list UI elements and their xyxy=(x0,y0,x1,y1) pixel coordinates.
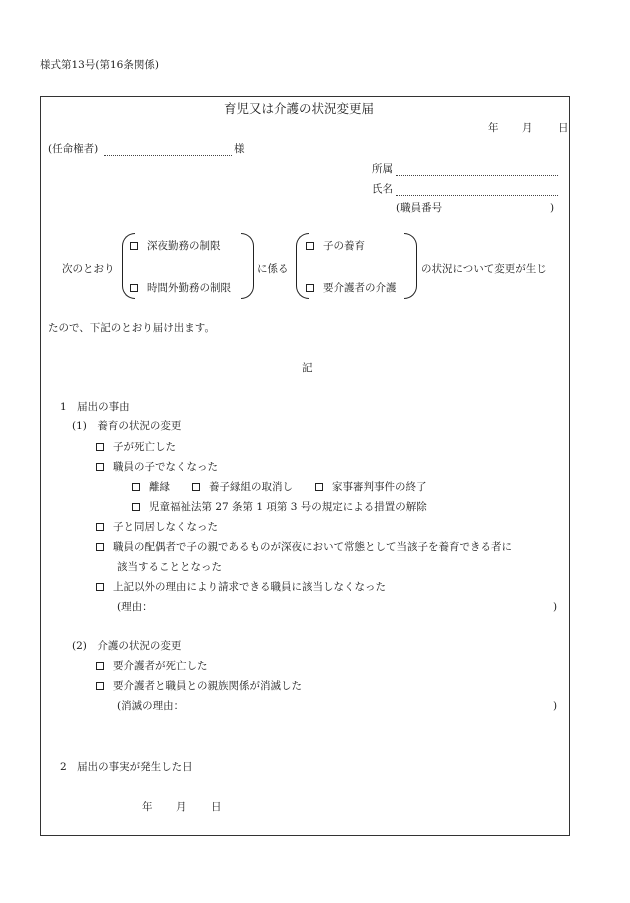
staff-id-field[interactable] xyxy=(452,202,548,214)
item-label: 要介護者が死亡した xyxy=(113,660,208,672)
reason-field[interactable] xyxy=(158,601,546,613)
checkbox-icon[interactable] xyxy=(96,543,104,551)
sub-item-family-court[interactable] xyxy=(315,481,427,493)
staff-id-close: ) xyxy=(550,202,555,214)
extinction-reason-field[interactable] xyxy=(190,700,546,712)
occurrence-year[interactable]: 年 xyxy=(142,801,153,813)
affiliation-field[interactable] xyxy=(396,163,558,176)
item-child-died[interactable] xyxy=(96,441,176,454)
item-label: 家事審判事件の終了 xyxy=(332,481,427,493)
checkbox-icon[interactable] xyxy=(306,284,314,292)
name-label: 氏名 xyxy=(372,183,393,195)
reason-close: ) xyxy=(553,601,558,613)
checkbox-icon[interactable] xyxy=(130,284,138,292)
ki-heading: 記 xyxy=(302,362,313,374)
item-label: 上記以外の理由により請求できる職員に該当しなくなった xyxy=(113,581,386,593)
option-label: 時間外勤務の制限 xyxy=(147,282,231,294)
item-kinship-ended[interactable] xyxy=(96,680,302,693)
option-childcare[interactable] xyxy=(306,240,365,253)
sub-items-row xyxy=(132,481,427,494)
sub-item-welfare[interactable] xyxy=(132,501,427,514)
staff-id-label: (職員番号 xyxy=(396,202,443,214)
section1-sub1-heading: (1) 養育の状況の変更 xyxy=(72,420,182,432)
option-overtime[interactable] xyxy=(130,282,231,295)
sentence-connector: に係る xyxy=(257,263,289,275)
option-nursing-care[interactable] xyxy=(306,282,397,295)
item-label: 職員の配偶者で子の親であるものが深夜において常態として当該子を養育できる者に xyxy=(113,541,512,553)
form-code: 様式第13号(第16条関係) xyxy=(40,59,159,71)
date-year[interactable]: 年 xyxy=(488,122,499,134)
date-month[interactable]: 月 xyxy=(522,122,533,134)
checkbox-icon[interactable] xyxy=(192,483,200,491)
checkbox-icon[interactable] xyxy=(96,463,104,471)
item-other-reason[interactable] xyxy=(96,581,386,594)
checkbox-icon[interactable] xyxy=(96,523,104,531)
checkbox-icon[interactable] xyxy=(306,242,314,250)
left-bracket-close xyxy=(241,233,254,299)
item-spouse[interactable] xyxy=(96,541,512,554)
item-label: 職員の子でなくなった xyxy=(113,461,218,473)
checkbox-icon[interactable] xyxy=(130,242,138,250)
checkbox-icon[interactable] xyxy=(315,483,323,491)
sub-item-adoption-cancel[interactable] xyxy=(192,481,293,493)
appointer-suffix: 様 xyxy=(234,143,245,155)
sub-item-divorce[interactable] xyxy=(132,481,170,493)
date-day[interactable]: 日 xyxy=(558,122,569,134)
checkbox-icon[interactable] xyxy=(96,583,104,591)
item-not-child[interactable] xyxy=(96,461,218,474)
item-label: 子が死亡した xyxy=(113,441,176,453)
item-spouse-cont: 該当することとなった xyxy=(117,561,222,573)
item-label: 養子縁組の取消し xyxy=(209,481,293,493)
item-care-recipient-died[interactable] xyxy=(96,660,208,673)
item-label: 離縁 xyxy=(149,481,170,493)
appointer-field[interactable] xyxy=(104,143,232,156)
checkbox-icon[interactable] xyxy=(96,682,104,690)
checkbox-icon[interactable] xyxy=(132,483,140,491)
reason-label: (理由： xyxy=(117,601,153,613)
sentence-suffix: の状況について変更が生じ xyxy=(421,263,547,275)
item-label: 子と同居しなくなった xyxy=(113,521,218,533)
section1-heading: 1 届出の事由 xyxy=(60,401,130,413)
option-label: 深夜勤務の制限 xyxy=(147,240,221,252)
option-label: 要介護者の介護 xyxy=(323,282,397,294)
affiliation-label: 所属 xyxy=(372,163,393,175)
sentence-prefix: 次のとおり xyxy=(62,263,115,275)
name-field[interactable] xyxy=(396,183,558,196)
checkbox-icon[interactable] xyxy=(96,443,104,451)
option-night-work[interactable] xyxy=(130,240,221,253)
extinction-reason-label: (消滅の理由： xyxy=(117,700,185,712)
occurrence-day[interactable]: 日 xyxy=(211,801,222,813)
occurrence-month[interactable]: 月 xyxy=(176,801,187,813)
section2-heading: 2 届出の事実が発生した日 xyxy=(60,761,193,773)
item-label: 児童福祉法第 27 条第 1 項第 3 号の規定による措置の解除 xyxy=(149,501,427,513)
appointer-label: (任命権者) xyxy=(48,143,99,155)
checkbox-icon[interactable] xyxy=(96,662,104,670)
form-title: 育児又は介護の状況変更届 xyxy=(224,101,375,116)
sentence-continuation: たので、下記のとおり届け出ます。 xyxy=(48,322,215,334)
item-not-living-together[interactable] xyxy=(96,521,218,534)
right-bracket-close xyxy=(404,233,417,299)
section1-sub2-heading: (2) 介護の状況の変更 xyxy=(72,640,182,652)
checkbox-icon[interactable] xyxy=(132,503,140,511)
option-label: 子の養育 xyxy=(323,240,365,252)
extinction-reason-close: ) xyxy=(553,700,558,712)
item-label: 要介護者と職員との親族関係が消滅した xyxy=(113,680,302,692)
